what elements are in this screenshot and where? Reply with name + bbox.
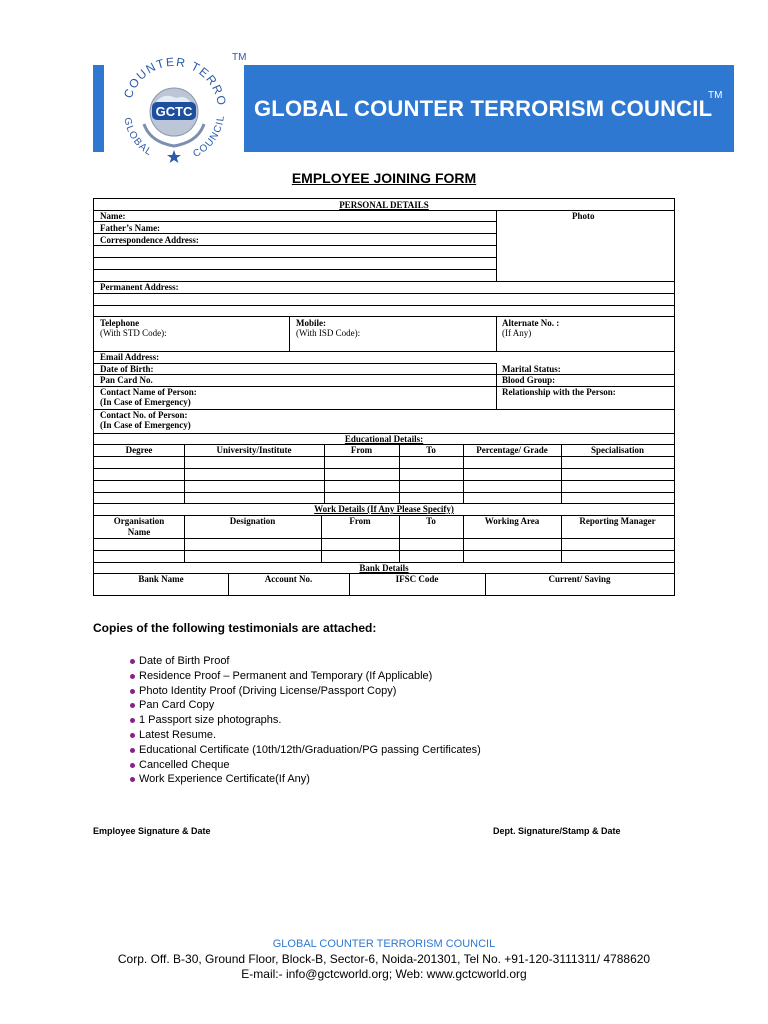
list-item: Photo Identity Proof (Driving License/Passport Copy) [130, 684, 481, 699]
list-item: Cancelled Cheque [130, 758, 481, 773]
list-item: Residence Proof – Permanent and Temporary (If Applicable) [130, 669, 481, 684]
personal-details-heading: PERSONAL DETAILS [339, 200, 429, 210]
bullet-icon [130, 733, 135, 738]
edu-col-percentage: Percentage/ Grade [476, 445, 548, 455]
bank-col-ifsc: IFSC Code [395, 574, 439, 584]
bank-col-name: Bank Name [138, 574, 184, 584]
work-col-organisation-line2: Name [127, 527, 151, 537]
work-col-designation: Designation [229, 516, 276, 526]
form-title: EMPLOYEE JOINING FORM [291, 170, 477, 186]
svg-text:GCTC: GCTC [155, 104, 193, 119]
mobile-label: Mobile: [296, 318, 326, 328]
name-label: Name: [100, 211, 126, 221]
blood-label: Blood Group: [502, 375, 556, 385]
list-item: Date of Birth Proof [130, 654, 481, 669]
permanent-address-label: Permanent Address: [100, 282, 179, 292]
correspondence-address-label: Correspondence Address: [100, 235, 199, 245]
dept-signature-label: Dept. Signature/Stamp & Date [493, 826, 621, 836]
bullet-icon [130, 703, 135, 708]
banner-title: GLOBAL COUNTER TERRORISM COUNCIL [254, 96, 713, 121]
footer-address: Corp. Off. B-30, Ground Floor, Block-B, Sector-6, Noida-201301, Tel No. +91-120-3111311/ 4788620 [117, 952, 651, 966]
fathers-name-label: Father’s Name: [100, 223, 161, 233]
footer-org-name: GLOBAL COUNTER TERRORISM COUNCIL [272, 938, 496, 950]
svg-text:COUNCIL: COUNCIL [191, 113, 228, 160]
edu-col-specialisation: Specialisation [590, 445, 644, 455]
contact-no-label: Contact No. of Person: [100, 410, 188, 420]
banner-trademark: TM [708, 90, 723, 101]
bullet-icon [130, 763, 135, 768]
edu-col-degree: Degree [125, 445, 153, 455]
work-col-reporting-manager: Reporting Manager [579, 516, 656, 526]
marital-label: Marital Status: [502, 364, 561, 374]
work-col-from: From [349, 516, 371, 526]
edu-col-university: University/Institute [216, 445, 292, 455]
list-item: Pan Card Copy [130, 698, 481, 713]
globe-logo-icon [104, 42, 247, 172]
bank-col-account: Account No. [264, 574, 313, 584]
employee-signature-label: Employee Signature & Date [93, 826, 211, 836]
edu-col-from: From [350, 445, 373, 455]
relationship-label: Relationship with the Person: [502, 387, 616, 397]
bullet-icon [130, 748, 135, 753]
pan-label: Pan Card No. [100, 375, 153, 385]
alternate-label: Alternate No. : [502, 318, 560, 328]
svg-text:GLOBAL: GLOBAL [121, 116, 155, 159]
educational-details-heading: Educational Details: [344, 434, 424, 444]
work-details-heading: Work Details (If Any Please Specify) [314, 504, 454, 514]
list-item: Latest Resume. [130, 728, 481, 743]
joining-form-table [93, 198, 675, 596]
svg-text:COUNTER TERRORISM: COUNTER TERRO [120, 54, 230, 108]
telephone-sub: (With STD Code): [100, 328, 167, 338]
testimonials-title: Copies of the following testimonials are attached: [93, 621, 377, 635]
list-item: Educational Certificate (10th/12th/Graduation/PG passing Certificates) [130, 743, 481, 758]
work-col-working-area: Working Area [484, 516, 540, 526]
work-col-organisation: Organisation [113, 516, 165, 526]
bullet-icon [130, 718, 135, 723]
bullet-icon [130, 659, 135, 664]
testimonials-list [130, 654, 481, 787]
list-item: 1 Passport size photographs. [130, 713, 481, 728]
footer-contact: E-mail:- info@gctcworld.org; Web: www.gctcworld.org [241, 967, 527, 981]
logo-trademark: TM [232, 52, 247, 63]
dob-label: Date of Birth: [100, 364, 154, 374]
list-item: Work Experience Certificate(If Any) [130, 772, 481, 787]
emergency-note-1: (In Case of Emergency) [100, 397, 191, 407]
email-label: Email Address: [100, 352, 160, 362]
bank-details-heading: Bank Details [359, 563, 409, 573]
photo-label: Photo [572, 211, 595, 221]
contact-name-label: Contact Name of Person: [100, 387, 197, 397]
gctc-logo [104, 42, 247, 172]
bank-col-account-type: Current/ Saving [548, 574, 611, 584]
bullet-icon [130, 777, 135, 782]
bullet-icon [130, 674, 135, 679]
telephone-label: Telephone [100, 318, 140, 328]
edu-col-to: To [426, 445, 436, 455]
emergency-note-2: (In Case of Emergency) [100, 420, 191, 430]
mobile-sub: (With ISD Code): [296, 328, 361, 338]
bullet-icon [130, 689, 135, 694]
alternate-sub: (If Any) [502, 328, 532, 338]
work-col-to: To [426, 516, 436, 526]
